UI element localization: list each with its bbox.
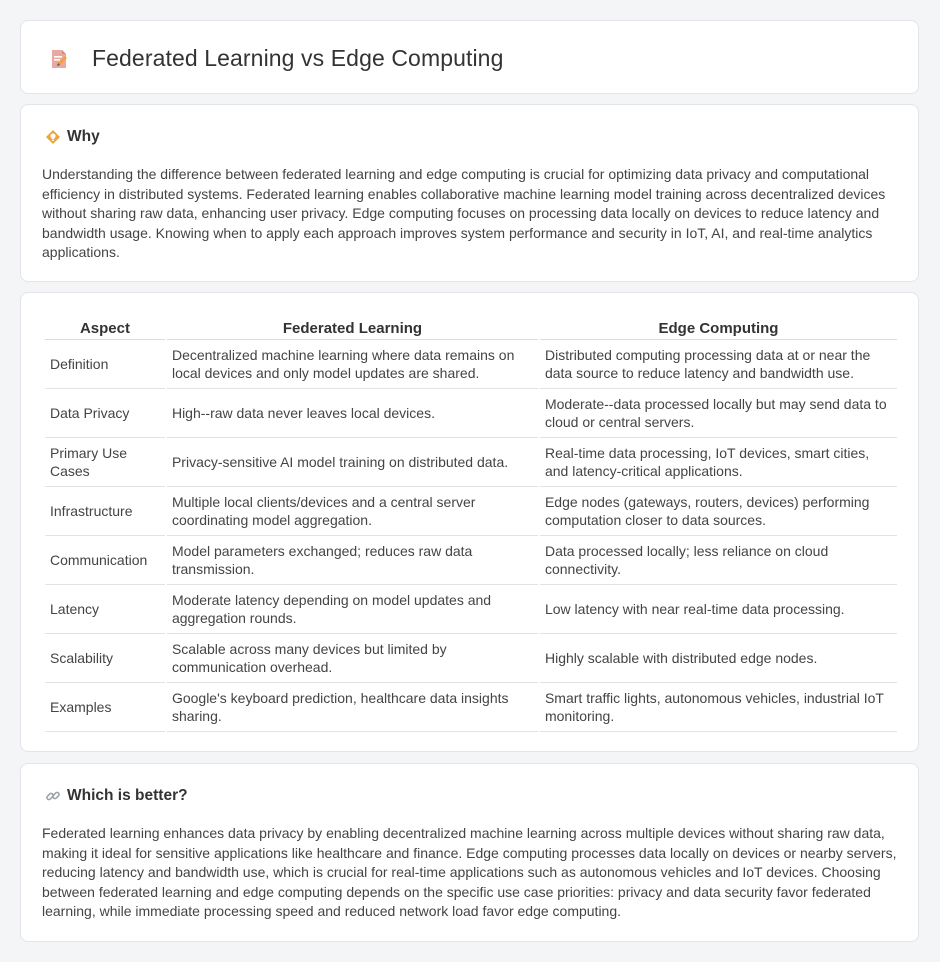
better-heading: Which is better? [67,787,188,804]
edge-cell: Moderate--data processed locally but may send data to cloud or central servers. [540,389,897,438]
comparison-section [20,292,919,752]
table-row [45,634,897,683]
link-icon [45,788,61,804]
federated-cell: Scalable across many devices but limited by communication overhead. [167,634,538,683]
lightbulb-diamond-icon [45,129,61,145]
edge-cell: Low latency with near real-time data processing. [540,585,897,634]
why-heading: Why [67,128,100,145]
edge-cell: Smart traffic lights, autonomous vehicles, industrial IoT monitoring. [540,683,897,732]
edge-cell: Distributed computing processing data at or near the data source to reduce latency and bandwidth use. [540,340,897,389]
table-row [45,585,897,634]
federated-cell: High--raw data never leaves local devices. [167,389,538,438]
federated-cell: Moderate latency depending on model updates and aggregation rounds. [167,585,538,634]
edge-cell: Real-time data processing, IoT devices, smart cities, and latency-critical applications. [540,438,897,487]
aspect-cell: Infrastructure [45,487,165,536]
aspect-cell: Examples [45,683,165,732]
edit-document-icon [47,47,71,71]
table-row [45,438,897,487]
table-row [45,683,897,732]
table-header-row [45,313,897,340]
aspect-cell: Data Privacy [45,389,165,438]
why-text: Understanding the difference between federated learning and edge computing is crucial for optimizing data privacy and computational efficiency in distributed systems. Federated learning enables collaborative machine learning model training across decentralized devices without sharing raw data, enhancing user privacy. Edge computing focuses on processing data locally on devices to reduce latency and bandwidth usage. Knowing when to apply each approach improves system performance and security in IoT, AI, and real-time analytics applications. [42,166,886,260]
which-is-better-section [20,763,919,942]
federated-cell: Model parameters exchanged; reduces raw data transmission. [167,536,538,585]
better-text: Federated learning enhances data privacy by enabling decentralized machine learning across multiple devices without sharing raw data, making it ideal for sensitive applications like healthcare and finance. Edge computing processes data locally on devices or nearby servers, reducing latency and bandwidth use, which is crucial for real-time applications such as autonomous vehicles and IoT devices. Choosing between federated learning and edge computing depends on the specific use case priorities: privacy and data security favor federated learning, while immediate processing speed and reduced network load favor edge computing. [42,825,897,919]
aspect-cell: Definition [45,340,165,389]
aspect-cell: Scalability [45,634,165,683]
header-aspect: Aspect [45,313,165,340]
why-section [20,104,919,282]
header-card [20,20,919,94]
aspect-cell: Latency [45,585,165,634]
federated-cell: Decentralized machine learning where data remains on local devices and only model updates are shared. [167,340,538,389]
federated-cell: Privacy-sensitive AI model training on distributed data. [167,438,538,487]
table-row [45,487,897,536]
table-row [45,340,897,389]
table-row [45,389,897,438]
federated-cell: Multiple local clients/devices and a central server coordinating model aggregation. [167,487,538,536]
edge-cell: Highly scalable with distributed edge nodes. [540,634,897,683]
comparison-table [43,313,899,732]
page-title: Federated Learning vs Edge Computing [92,45,504,71]
header-edge-computing: Edge Computing [540,313,897,340]
aspect-cell: Primary Use Cases [45,438,165,487]
edge-cell: Data processed locally; less reliance on cloud connectivity. [540,536,897,585]
aspect-cell: Communication [45,536,165,585]
header-federated-learning: Federated Learning [167,313,538,340]
federated-cell: Google's keyboard prediction, healthcare data insights sharing. [167,683,538,732]
edge-cell: Edge nodes (gateways, routers, devices) performing computation closer to data sources. [540,487,897,536]
table-row [45,536,897,585]
